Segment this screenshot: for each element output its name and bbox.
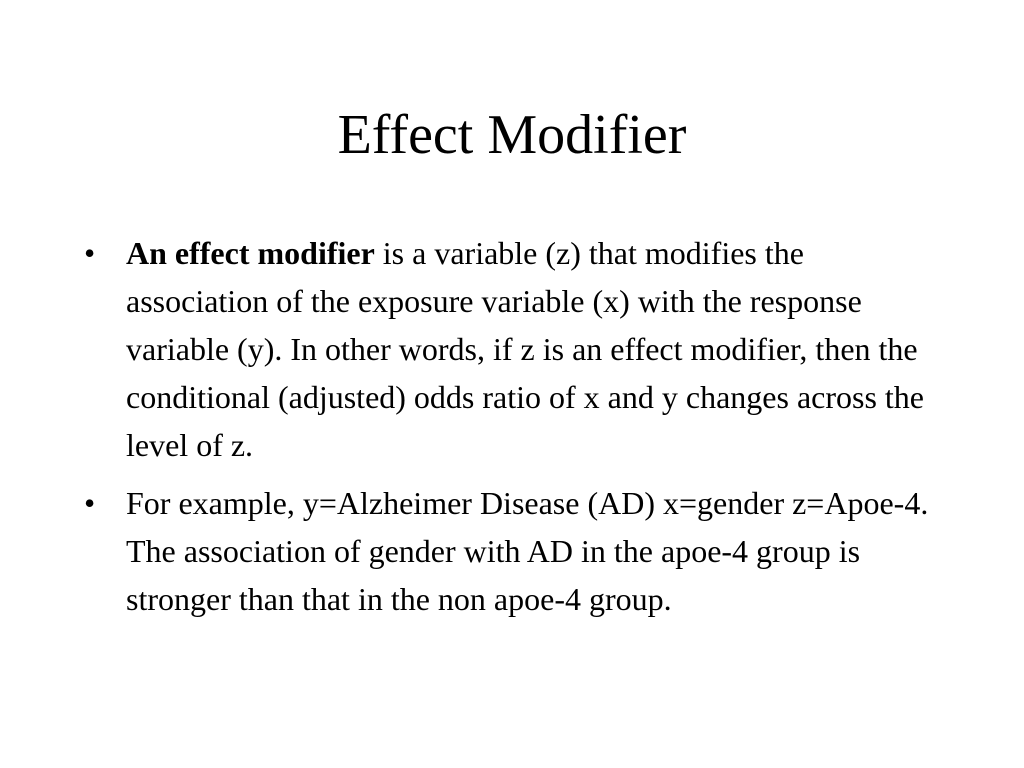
bullet-text: is a variable (z) that modifies the association of the exposure variable (x) with the response variable (y). In other words, if z is an effect modifier, then the conditional (adjusted) odds ratio of x and y changes across the level of z. (126, 235, 924, 463)
bullet-marker: • (84, 485, 96, 521)
bullet-item-definition (84, 229, 944, 469)
bullet-text: For example, y=Alzheimer Disease (AD) x=gender z=Apoe-4. The association of gender with AD in the apoe-4 group is stronger than that in the non apoe-4 group. (126, 485, 929, 617)
bullet-bold-term: An effect modifier (126, 235, 375, 271)
bullet-list (84, 229, 944, 633)
bullet-item-example (84, 479, 944, 623)
slide-title: Effect Modifier (337, 104, 687, 166)
bullet-marker: • (84, 235, 96, 271)
